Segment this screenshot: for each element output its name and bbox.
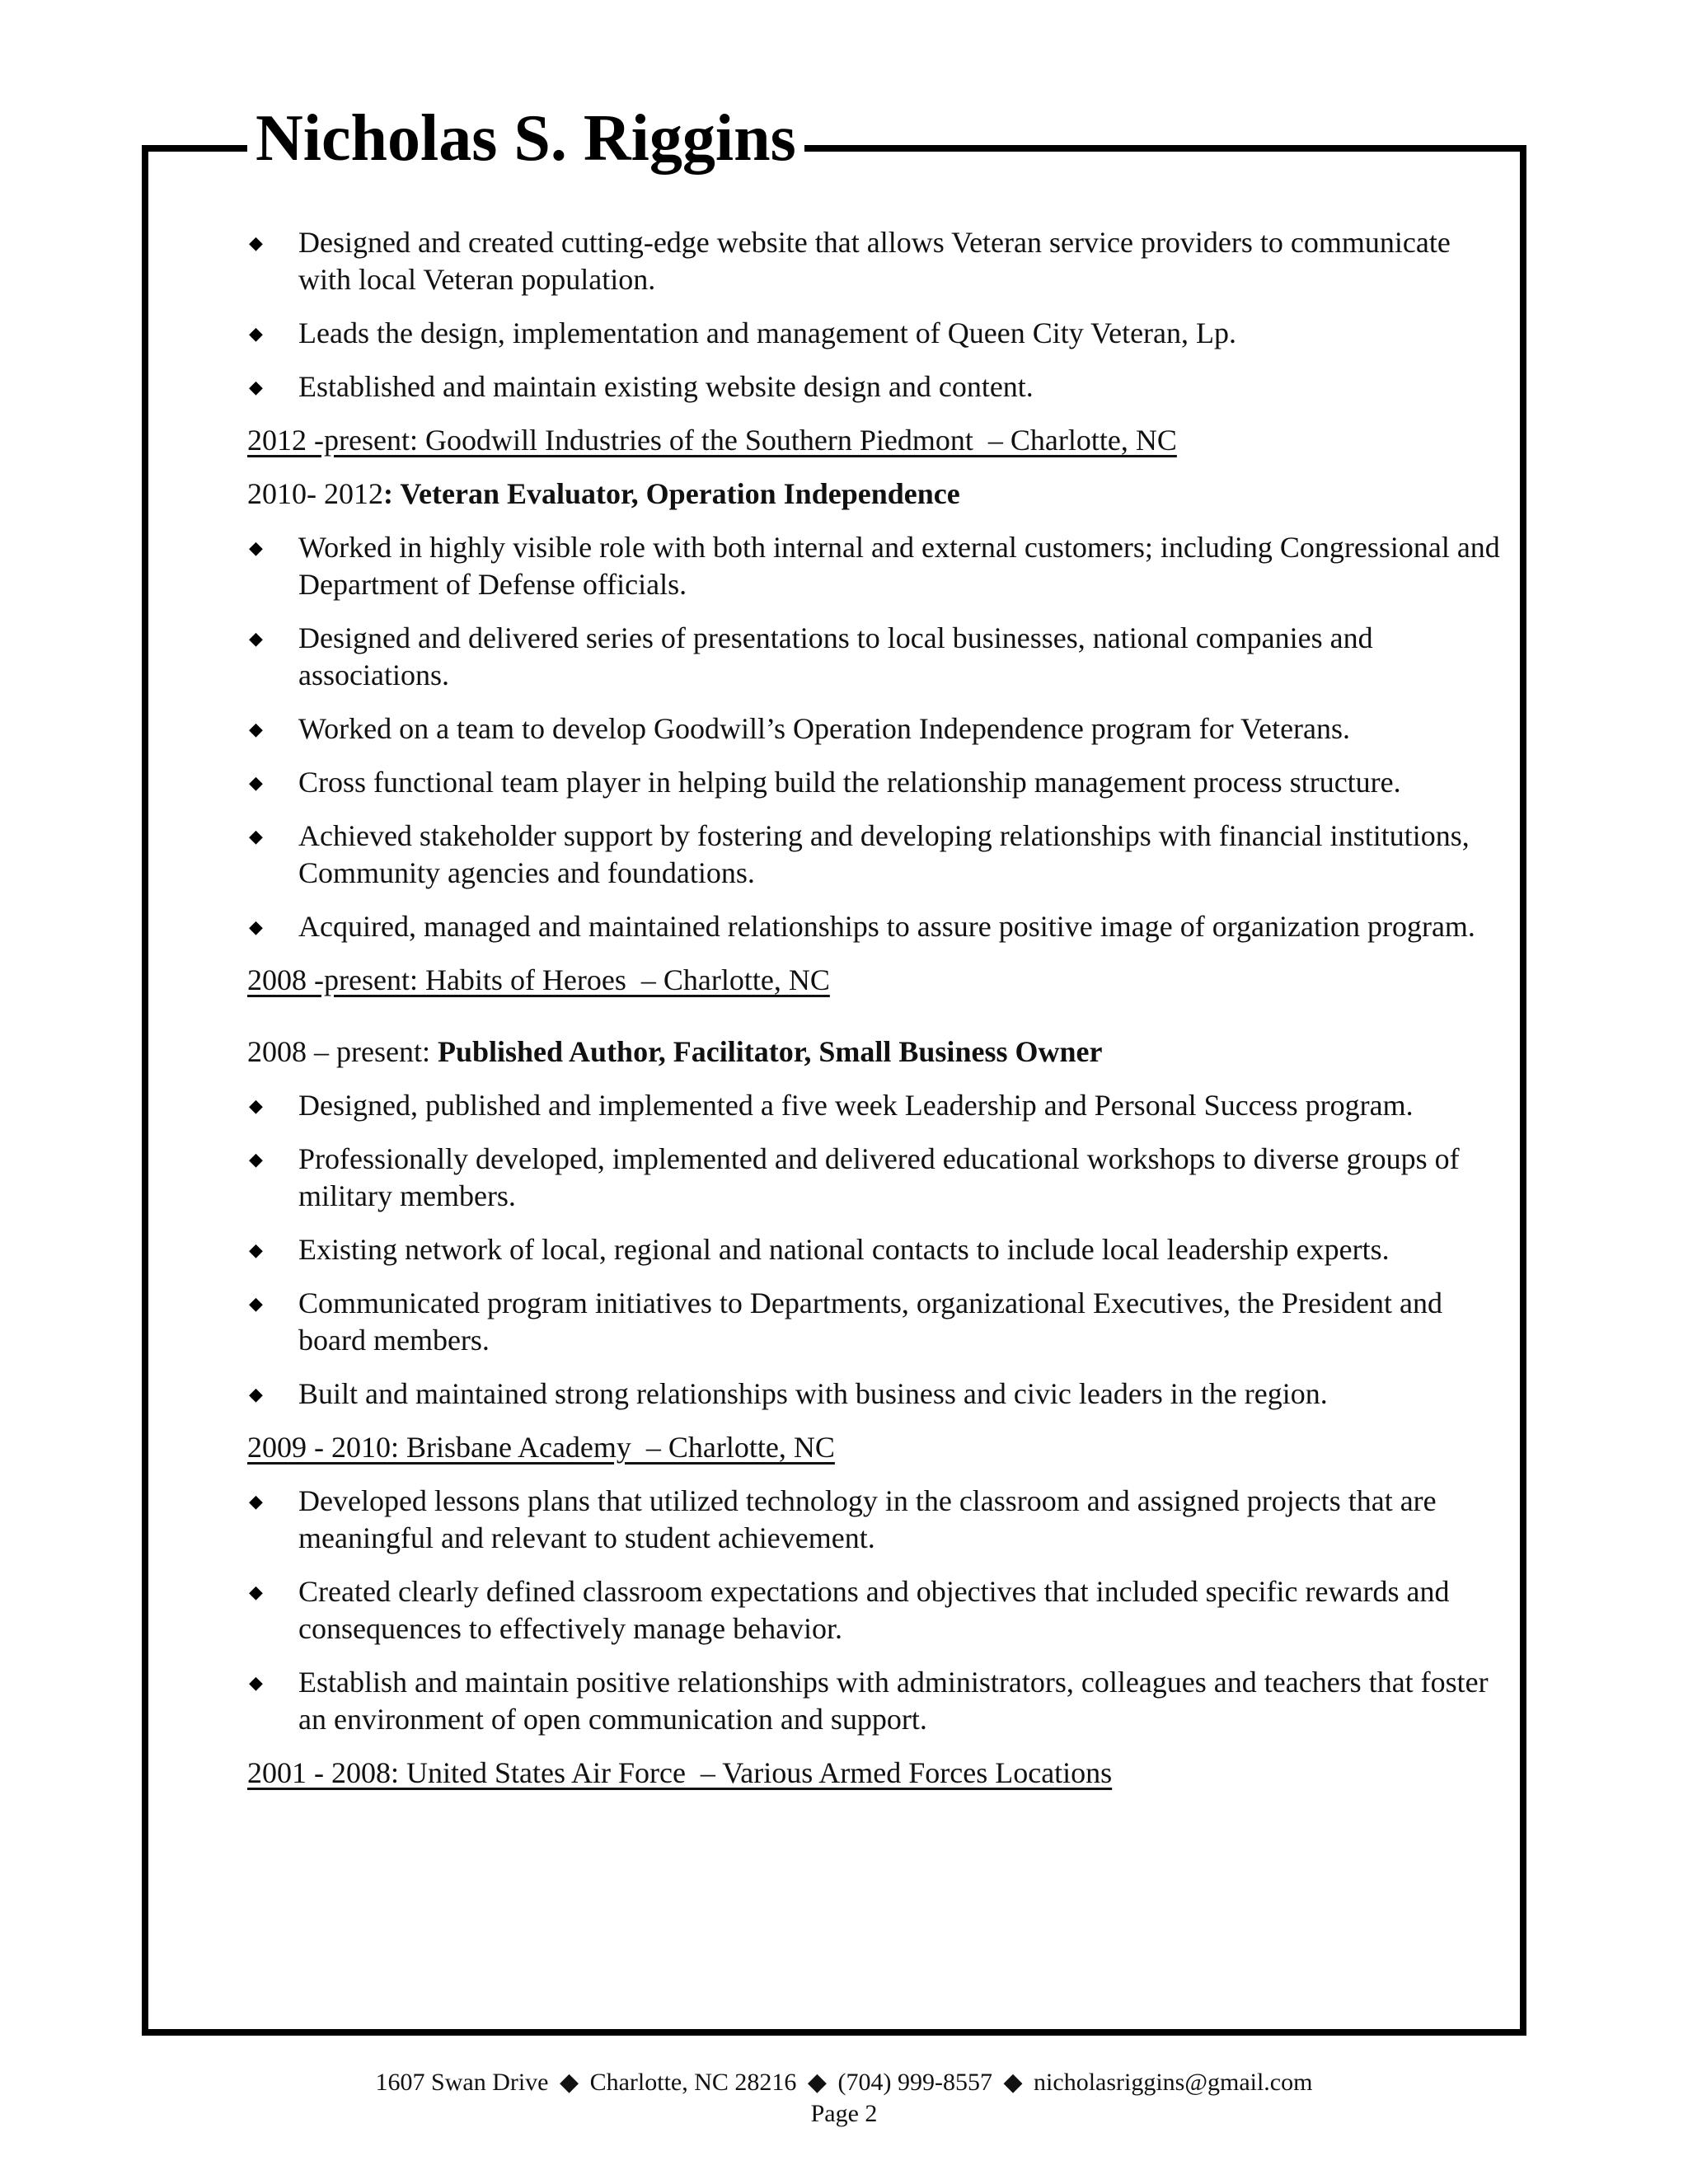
role-dates: 2010- 2012 xyxy=(247,477,383,510)
role-habits-of-heroes xyxy=(247,1033,1500,1071)
candidate-name: Nicholas S. Riggins xyxy=(247,97,804,180)
bullet-text: Worked on a team to develop Goodwill’s Operation Independence program for Veterans. xyxy=(298,712,1351,745)
bullet-item xyxy=(247,818,1500,892)
diamond-bullet-icon: ◆ xyxy=(249,537,263,558)
contact-line xyxy=(0,2067,1688,2098)
bullet-text: Leads the design, implementation and management of Queen City Veteran, Lp. xyxy=(298,316,1237,349)
page-number: Page 2 xyxy=(810,2100,878,2127)
diamond-bullet-icon: ◆ xyxy=(249,1240,263,1260)
resume-content xyxy=(247,224,1500,1808)
company-goodwill: 2012 -present: Goodwill Industries of the Southern Piedmont – Charlotte, NC xyxy=(247,424,1177,457)
company-us-air-force: 2001 - 2008: United States Air Force – Various Armed Forces Locations xyxy=(247,1756,1113,1789)
bullet-item xyxy=(247,368,1500,405)
diamond-bullet-icon: ◆ xyxy=(249,232,263,253)
bullet-item xyxy=(247,1483,1500,1557)
bullet-text: Designed and created cutting-edge website that allows Veteran service providers to communicate with local Veteran population. xyxy=(298,226,1451,296)
footer-city: Charlotte, NC 28216 xyxy=(589,2069,797,2096)
bullet-item xyxy=(247,908,1500,945)
brisbane-academy-bullets xyxy=(247,1483,1500,1738)
contact-footer xyxy=(0,2067,1688,2130)
bullet-text: Developed lessons plans that utilized technology in the classroom and assigned projects that are meaningful and relevant to student achievement. xyxy=(298,1484,1437,1554)
diamond-bullet-icon: ◆ xyxy=(249,1491,263,1511)
bullet-item xyxy=(247,1141,1500,1215)
diamond-bullet-icon: ◆ xyxy=(249,826,263,846)
bullet-text: Acquired, managed and maintained relationships to assure positive image of organization program. xyxy=(298,910,1475,943)
bullet-item xyxy=(247,1376,1500,1413)
bullet-item xyxy=(247,1664,1500,1738)
bullet-item xyxy=(247,764,1500,801)
habits-of-heroes-bullets xyxy=(247,1087,1500,1413)
diamond-bullet-icon: ◆ xyxy=(249,377,263,397)
diamond-bullet-icon: ◆ xyxy=(249,719,263,739)
diamond-separator-icon: ◆ xyxy=(1003,2069,1023,2096)
footer-phone: (704) 999-8557 xyxy=(837,2069,992,2096)
role-dates: 2008 – present: xyxy=(247,1035,438,1068)
bullet-text: Communicated program initiatives to Departments, organizational Executives, the President and board members. xyxy=(298,1286,1442,1357)
goodwill-bullets xyxy=(247,529,1500,945)
bullet-text: Worked in highly visible role with both internal and external customers; including Congressional and Department of Defense officials. xyxy=(298,531,1500,601)
bullet-text: Designed, published and implemented a five week Leadership and Personal Success program. xyxy=(298,1089,1414,1122)
footer-address: 1607 Swan Drive xyxy=(375,2069,549,2096)
bullet-text: Created clearly defined classroom expectations and objectives that included specific rewards and consequences to effectively manage behavior. xyxy=(298,1575,1450,1645)
diamond-bullet-icon: ◆ xyxy=(249,323,263,344)
bullet-text: Built and maintained strong relationships with business and civic leaders in the region. xyxy=(298,1377,1328,1410)
diamond-separator-icon: ◆ xyxy=(807,2069,827,2096)
bullet-item xyxy=(247,1087,1500,1124)
bullet-item xyxy=(247,224,1500,298)
diamond-bullet-icon: ◆ xyxy=(249,1293,263,1314)
bullet-text: Designed and delivered series of presentations to local businesses, national companies and associations. xyxy=(298,621,1373,691)
bullet-text: Professionally developed, implemented and delivered educational workshops to diverse groups of military members. xyxy=(298,1142,1460,1212)
bullet-item xyxy=(247,710,1500,748)
diamond-bullet-icon: ◆ xyxy=(249,1149,263,1169)
diamond-bullet-icon: ◆ xyxy=(249,628,263,649)
section-website-bullets xyxy=(247,224,1500,405)
bullet-text: Establish and maintain positive relationships with administrators, colleagues and teachers that foster an environment of open communication and support. xyxy=(298,1666,1489,1736)
diamond-separator-icon: ◆ xyxy=(560,2069,579,2096)
company-habits-of-heroes: 2008 -present: Habits of Heroes – Charlotte, NC xyxy=(247,963,830,996)
bullet-item xyxy=(247,620,1500,694)
company-brisbane-academy: 2009 - 2010: Brisbane Academy – Charlotte, NC xyxy=(247,1431,835,1464)
footer-email: nicholasriggins@gmail.com xyxy=(1034,2069,1313,2096)
bullet-item xyxy=(247,529,1500,603)
role-title: : Veteran Evaluator, Operation Independence xyxy=(383,477,960,510)
diamond-bullet-icon: ◆ xyxy=(249,1672,263,1693)
bullet-item xyxy=(247,315,1500,352)
diamond-bullet-icon: ◆ xyxy=(249,916,263,937)
role-title: Published Author, Facilitator, Small Business Owner xyxy=(437,1035,1103,1068)
diamond-bullet-icon: ◆ xyxy=(249,1384,263,1404)
bullet-text: Established and maintain existing website design and content. xyxy=(298,370,1034,403)
bullet-item xyxy=(247,1285,1500,1359)
bullet-item xyxy=(247,1573,1500,1647)
bullet-text: Existing network of local, regional and national contacts to include local leadership experts. xyxy=(298,1233,1390,1266)
bullet-item xyxy=(247,1231,1500,1268)
diamond-bullet-icon: ◆ xyxy=(249,1095,263,1116)
bullet-text: Cross functional team player in helping build the relationship management process structure. xyxy=(298,766,1401,799)
diamond-bullet-icon: ◆ xyxy=(249,772,263,793)
diamond-bullet-icon: ◆ xyxy=(249,1582,263,1602)
role-goodwill xyxy=(247,476,1500,513)
bullet-text: Achieved stakeholder support by fostering and developing relationships with financial institutions, Community agencies and foundations. xyxy=(298,819,1470,889)
